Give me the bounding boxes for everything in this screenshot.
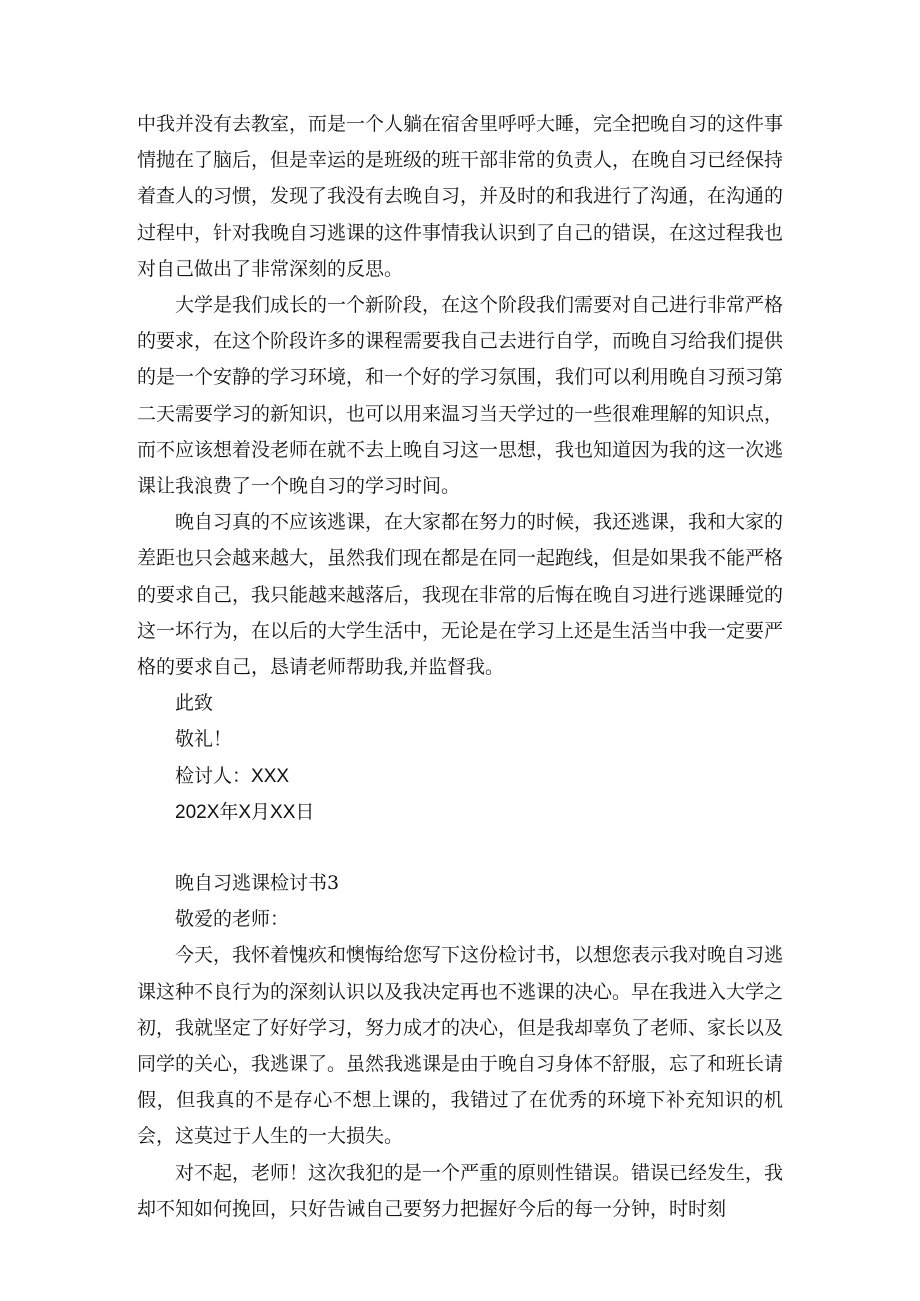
paragraph-continued: 中我并没有去教室，而是一个人躺在宿舍里呼呼大睡，完全把晚自习的这件事情抛在了脑后，但是幸运的是班级的班干部非常的负责人，在晚自习已经保持着查人的习惯，发现了我没有去晚自习，并及时的和我进行了沟通，在沟通的过程中，针对我晚自习逃课的这件事情我认识到了自己的错误，在这过程我也对自己做出了非常深刻的反思。 — [137, 113, 784, 280]
signer-name: XXX — [251, 765, 290, 787]
section3-paragraph-1: 今天，我怀着愧疚和懊悔给您写下这份检讨书，以想您表示我对晚自习逃课这种不良行为的深刻认识以及我决定再也不逃课的决心。早在我进入大学之初，我就坚定了好好学习，努力成才的决心，但是我却辜负了老师、家长以及同学的关心，我逃课了。虽然我逃课是由于晚自习身体不舒服，忘了和班长请假，但我真的不是存心不想上课的，我错过了在优秀的环境下补充知识的机会，这莫过于人生的一大损失。 — [137, 944, 784, 1148]
closing-jing-li: 敬礼！ — [175, 728, 233, 751]
section3-title: 晚自习逃课检讨书3 — [175, 872, 340, 895]
paragraph-university-stage: 大学是我们成长的一个新阶段，在这个阶段我们需要对自己进行非常严格的要求，在这个阶段许多的课程需要我自己去进行自学，而晚自习给我们提供的是一个安静的学习环境，和一个好的学习氛围，我们可以利用晚自习预习第二天需要学习的新知识，也可以用来温习当天学过的一些很难理解的知识点，而不应该想着没老师在就不去上晚自习这一思想，我也知道因为我的这一次逃课让我浪费了一个晚自习的学习时间。 — [137, 294, 784, 498]
section3-paragraph-2: 对不起，老师！这次我犯的是一个严重的原则性错误。错误已经发生，我却不知如何挽回，只好告诫自己要努力把握好今后的每一分钟，时时刻 — [137, 1161, 784, 1220]
section-spacer — [137, 831, 783, 865]
signer-line — [137, 758, 783, 795]
date-line: 202X年X月XX日 — [175, 801, 315, 823]
closing-ci-zhi: 此致 — [175, 692, 214, 715]
paragraph-regret: 晚自习真的不应该逃课，在大家都在努力的时候，我还逃课，我和大家的差距也只会越来越大，虽然我们现在都是在同一起跑线，但是如果我不能严格的要求自己，我只能越来越落后，我现在非常的后悔在晚自习进行逃课睡觉的这一坏行为，在以后的大学生活中，无论是在学习上还是生活当中我一定要严格的要求自己，恳请老师帮助我,并监督我。 — [137, 511, 784, 679]
document-body — [137, 106, 783, 1227]
signer-label: 检讨人： — [175, 764, 252, 787]
section3-salutation: 敬爱的老师： — [175, 908, 290, 931]
